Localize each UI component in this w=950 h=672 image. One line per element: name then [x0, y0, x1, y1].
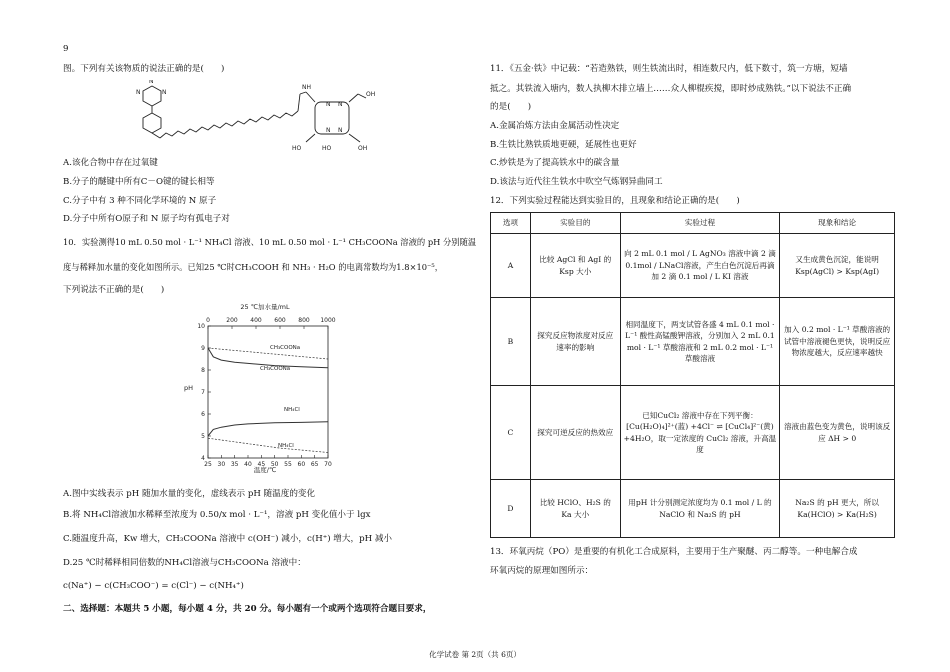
label-nh4cl-solid: NH₄Cl [284, 407, 300, 413]
table-cell: 已知CuCl₂ 溶液中存在下列平衡：[Cu(H₂O)₄]²⁺(蓝) +4Cl⁻ ⇌ [CuCl₄]²⁻(黄) +4H₂O，取一定浓度的 CuCl₂ 溶液，升高温度 [620, 386, 780, 480]
table-row [491, 298, 895, 386]
chart-xlabel: 温度/℃ [253, 466, 277, 474]
table-cell: A [491, 234, 531, 298]
y-tick-label: 8 [201, 367, 205, 374]
table-cell: Na₂S 的 pH 更大，所以 Ka(HClO) > Ka(H₂S) [780, 480, 895, 538]
table-cell: 相同温度下，两支试管各盛 4 mL 0.1 mol · L⁻¹ 酸性高锰酸钾溶液，分别加入 2 mL 0.1 mol · L⁻¹ 草酸溶液和 2 mL 0.2 mol · L⁻¹ 草酸溶液 [620, 298, 780, 386]
q11-option-c: C.炒铁是为了提高铁水中的碳含量 [490, 158, 620, 168]
q10-ph-chart [180, 298, 350, 474]
y-tick-label: 4 [201, 455, 205, 462]
q10-option-d-formula: c(Na⁺) − c(CH₃COO⁻) = c(Cl⁻) − c(NH₄⁺) [63, 581, 244, 591]
label-nh4cl-dashed: NH₄Cl [278, 443, 294, 449]
chart-title: 25 ℃加水量/mL [240, 303, 290, 311]
q10-stem-line3: 下列说法不正确的是( ) [63, 285, 165, 295]
q10-option-d: D.25 ℃时稀释相同倍数的NH₄Cl溶液与CH₃COONa 溶液中： [63, 558, 306, 568]
svg-text:N: N [149, 80, 154, 85]
table-cell: 探究反应物浓度对反应速率的影响 [530, 298, 620, 386]
series-line-1 [208, 348, 328, 368]
y-tick-label: 7 [201, 389, 205, 396]
table-cell: 又生成黄色沉淀，能说明 Ksp(AgCl) > Ksp(AgI) [780, 234, 895, 298]
top-tick-label: 400 [250, 317, 262, 324]
q10-option-b: B.将 NH₄Cl溶液加水稀释至浓度为 0.50/x mol · L⁻¹，溶液 pH 变化值小于 lgx [63, 510, 371, 520]
bottom-tick-label: 70 [324, 461, 332, 468]
table-header: 选项 [491, 213, 531, 234]
y-tick-label: 10 [197, 323, 205, 330]
table-cell: 加入 0.2 mol · L⁻¹ 草酸溶液的试管中溶液褪色更快，说明反应物浓度越大，反应速率越快 [780, 298, 895, 386]
y-tick-label: 5 [201, 433, 205, 440]
table-cell: 比较 HClO、H₂S 的 Ka 大小 [530, 480, 620, 538]
y-tick-label: 9 [201, 345, 205, 352]
q11-option-d: D.该法与近代往生铁水中吹空气炼钢异曲同工 [490, 177, 663, 187]
table-cell: B [491, 298, 531, 386]
table-header-row [491, 213, 895, 234]
q9-option-b: B.分子的醚键中所有C－O键的键长相等 [63, 177, 215, 187]
q11-stem-line3: 的是( ) [490, 102, 532, 112]
table-cell: 溶液由蓝色变为黄色，说明该反应 ΔH > 0 [780, 386, 895, 480]
oh-label-2: OH [358, 145, 368, 152]
top-tick-label: 600 [274, 317, 286, 324]
bottom-tick-label: 25 [204, 461, 212, 468]
q12-stem: 12．下列实验过程能达到实验目的，且现象和结论正确的是( ) [490, 196, 740, 206]
q11-stem-line1: 11．《五金·铁》中记载：“若造熟铁，则生铁流出时，相连数尺内，低下数寸，筑一方塘，短墙 [490, 64, 848, 74]
q10-stem-line2: 度与稀释加水量的变化如图所示。已知25 ℃时CH₃COOH 和 NH₃ · H₂O 的电离常数均为1.8×10⁻⁵， [63, 262, 444, 272]
q10-option-a: A.图中实线表示 pH 随加水量的变化，虚线表示 pH 随温度的变化 [63, 489, 316, 499]
q11-option-b: B.生铁比熟铁质地更硬，延展性也更好 [490, 140, 637, 150]
ho-label-1: HO [292, 145, 302, 152]
svg-text:N: N [136, 89, 141, 96]
svg-text:N: N [338, 127, 343, 134]
page-footer: 化学试卷 第 2页（共 6页） [429, 650, 521, 659]
bottom-tick-label: 55 [284, 461, 292, 468]
svg-text:N: N [162, 89, 167, 96]
top-tick-label: 1000 [320, 317, 336, 324]
q10-stem-line1: 10．实验测得10 mL 0.50 mol · L⁻¹ NH₄Cl 溶液、10 mL 0.50 mol · L⁻¹ CH₃COONa 溶液的 pH 分别随温 [63, 237, 477, 247]
table-cell: 用pH 计分别测定浓度均为 0.1 mol / L 的 NaClO 和 Na₂S 的 pH [620, 480, 780, 538]
svg-text:N: N [326, 127, 331, 134]
plot-frame [208, 326, 328, 458]
table-cell: 比较 AgCl 和 AgI 的 Ksp 大小 [530, 234, 620, 298]
q13-stem-line1: 13．环氧丙烷（PO）是重要的有机化工合成原料，主要用于生产聚醚、丙二醇等。一种电解合成 [490, 547, 858, 557]
q11-stem-line2: 抵之。其铁流入塘内，数人执柳木排立墙上……众人柳棍疾搅，即时炒成熟铁。”以下说法不正确 [490, 84, 852, 94]
bottom-tick-label: 50 [270, 461, 279, 468]
bottom-tick-label: 30 [217, 461, 226, 468]
bottom-tick-label: 45 [257, 461, 266, 468]
table-header: 实验过程 [620, 213, 780, 234]
q10-option-c: C.随温度升高，Kw 增大，CH₃COONa 溶液中 c(OH⁻) 减小，c(H⁺) 增大，pH 减小 [63, 534, 393, 544]
q11-option-a: A.金属冶炼方法由金属活动性决定 [490, 121, 620, 131]
svg-text:N: N [338, 101, 343, 108]
bottom-tick-label: 40 [244, 461, 252, 468]
section-2-heading: 二、选择题：本题共 5 小题，每小题 4 分，共 20 分。每小题有一个或两个选项符合题目要求， [63, 604, 432, 614]
table-header: 现象和结论 [780, 213, 895, 234]
oh-label-1: OH [366, 91, 376, 98]
table-row [491, 480, 895, 538]
bottom-tick-label: 35 [230, 461, 239, 468]
q9-option-d: D.分子中所有O原子和 N 原子均有孤电子对 [63, 214, 230, 224]
series-line-3 [208, 438, 328, 452]
q12-experiment-table [490, 212, 895, 538]
top-tick-label: 200 [226, 317, 238, 324]
y-tick-label: 6 [201, 411, 205, 418]
table-header: 实验目的 [530, 213, 620, 234]
top-tick-label: 800 [298, 317, 310, 324]
series-line-0 [208, 348, 328, 359]
svg-text:N: N [326, 101, 331, 108]
q9-stem: 图。下列有关该物质的说法正确的是( ) [63, 64, 225, 74]
bottom-tick-label: 60 [297, 461, 306, 468]
page-number: 9 [63, 44, 69, 54]
q9-option-c: C.分子中有 3 种不同化学环境的 N 原子 [63, 196, 217, 206]
table-cell: 向 2 mL 0.1 mol / L AgNO₃ 溶液中滴 2 滴 0.1mol / LNaCl溶液，产生白色沉淀后再滴加 2 滴 0.1 mol / L KI 溶液 [620, 234, 780, 298]
chart-ylabel: pH [184, 384, 194, 392]
table-cell: C [491, 386, 531, 480]
label-ch3coona-dashed: CH₃COONa [270, 345, 301, 351]
table-row [491, 234, 895, 298]
q9-structure-figure [130, 80, 430, 154]
label-ch3coona-solid: CH₃COONa [260, 366, 291, 372]
ho-label-2: HO [322, 145, 332, 152]
q13-stem-line2: 环氧丙烷的原理如图所示： [490, 566, 594, 576]
table-cell: D [491, 480, 531, 538]
q9-option-a: A.该化合物中存在过氧键 [63, 158, 158, 168]
table-cell: 探究可逆反应的热效应 [530, 386, 620, 480]
table-row [491, 386, 895, 480]
bottom-tick-label: 65 [310, 461, 319, 468]
top-tick-label: 0 [206, 317, 210, 324]
series-line-2 [208, 422, 328, 436]
nh-label: NH [302, 84, 311, 91]
